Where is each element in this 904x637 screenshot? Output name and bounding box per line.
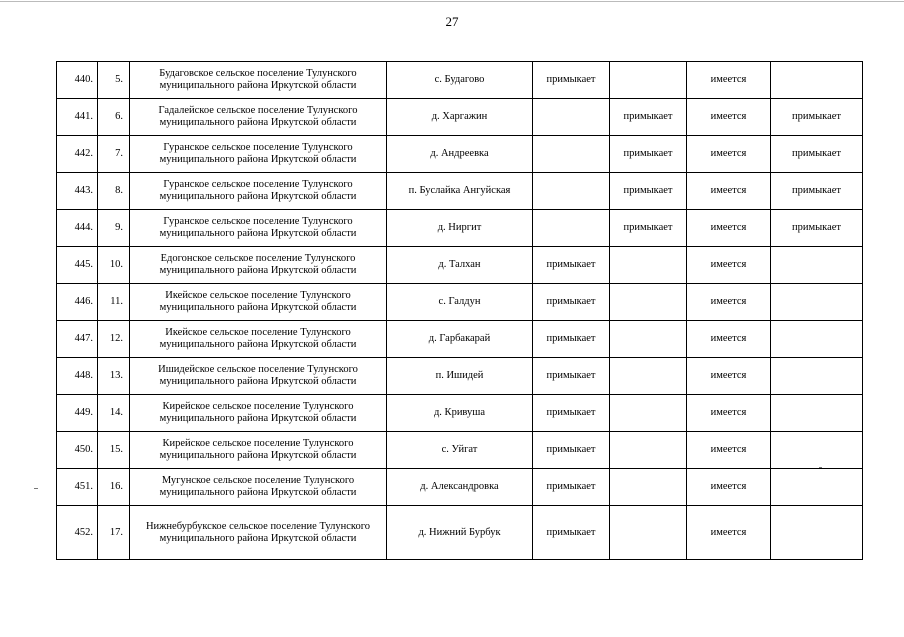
table-row bbox=[57, 321, 863, 358]
col-5-status: примыкает bbox=[533, 506, 610, 560]
col-5-status: примыкает bbox=[533, 358, 610, 395]
col-6-status bbox=[610, 358, 687, 395]
locality: д. Харгажин bbox=[387, 99, 533, 136]
col-5-status bbox=[533, 210, 610, 247]
col-6-status: примыкает bbox=[610, 210, 687, 247]
col-6-status: примыкает bbox=[610, 99, 687, 136]
settlement-name: Нижнебурбукское сельское поселение Тулунского муниципального района Иркутской области bbox=[130, 506, 387, 560]
scan-line-top bbox=[0, 1, 904, 2]
settlement-name: Будаговское сельское поселение Тулунского муниципального района Иркутской области bbox=[130, 62, 387, 99]
col-8-status bbox=[771, 358, 863, 395]
sub-number: 13. bbox=[98, 358, 130, 395]
row-number: 446. bbox=[57, 284, 98, 321]
col-6-status bbox=[610, 247, 687, 284]
sub-number: 15. bbox=[98, 432, 130, 469]
col-8-status: примыкает bbox=[771, 210, 863, 247]
settlement-name: Гадалейское сельское поселение Тулунского муниципального района Иркутской области bbox=[130, 99, 387, 136]
col-5-status: примыкает bbox=[533, 321, 610, 358]
locality: д. Кривуша bbox=[387, 395, 533, 432]
row-number: 449. bbox=[57, 395, 98, 432]
sub-number: 10. bbox=[98, 247, 130, 284]
row-number: 445. bbox=[57, 247, 98, 284]
locality: с. Галдун bbox=[387, 284, 533, 321]
settlement-name: Икейское сельское поселение Тулунского муниципального района Иркутской области bbox=[130, 284, 387, 321]
sub-number: 8. bbox=[98, 173, 130, 210]
scan-mark-left bbox=[34, 488, 38, 489]
page-number: 27 bbox=[445, 14, 459, 29]
row-number: 447. bbox=[57, 321, 98, 358]
col-8-status bbox=[771, 321, 863, 358]
row-number: 448. bbox=[57, 358, 98, 395]
col-7-status: имеется bbox=[687, 62, 771, 99]
locality: с. Уйгат bbox=[387, 432, 533, 469]
sub-number: 11. bbox=[98, 284, 130, 321]
col-8-status: примыкает bbox=[771, 173, 863, 210]
table-row bbox=[57, 173, 863, 210]
table-row bbox=[57, 247, 863, 284]
col-7-status: имеется bbox=[687, 136, 771, 173]
locality: д. Андреевка bbox=[387, 136, 533, 173]
table-row bbox=[57, 506, 863, 560]
row-number: 444. bbox=[57, 210, 98, 247]
row-number: 450. bbox=[57, 432, 98, 469]
col-5-status: примыкает bbox=[533, 395, 610, 432]
sub-number: 12. bbox=[98, 321, 130, 358]
row-number: 452. bbox=[57, 506, 98, 560]
settlement-name: Кирейское сельское поселение Тулунского муниципального района Иркутской области bbox=[130, 395, 387, 432]
col-7-status: имеется bbox=[687, 469, 771, 506]
settlement-name: Гуранское сельское поселение Тулунского муниципального района Иркутской области bbox=[130, 173, 387, 210]
col-7-status: имеется bbox=[687, 395, 771, 432]
col-7-status: имеется bbox=[687, 321, 771, 358]
col-8-status bbox=[771, 395, 863, 432]
col-6-status bbox=[610, 284, 687, 321]
scan-mark-right bbox=[819, 467, 822, 468]
col-8-status: примыкает bbox=[771, 99, 863, 136]
sub-number: 16. bbox=[98, 469, 130, 506]
row-number: 451. bbox=[57, 469, 98, 506]
row-number: 440. bbox=[57, 62, 98, 99]
col-7-status: имеется bbox=[687, 284, 771, 321]
col-7-status: имеется bbox=[687, 99, 771, 136]
sub-number: 6. bbox=[98, 99, 130, 136]
sub-number: 17. bbox=[98, 506, 130, 560]
row-number: 442. bbox=[57, 136, 98, 173]
locality: п. Буслайка Ангуйская bbox=[387, 173, 533, 210]
col-5-status bbox=[533, 99, 610, 136]
sub-number: 7. bbox=[98, 136, 130, 173]
table-body bbox=[57, 62, 863, 560]
sub-number: 5. bbox=[98, 62, 130, 99]
row-number: 441. bbox=[57, 99, 98, 136]
col-5-status bbox=[533, 173, 610, 210]
sub-number: 14. bbox=[98, 395, 130, 432]
locality: д. Гарбакарай bbox=[387, 321, 533, 358]
col-7-status: имеется bbox=[687, 173, 771, 210]
col-6-status bbox=[610, 62, 687, 99]
col-7-status: имеется bbox=[687, 506, 771, 560]
col-8-status bbox=[771, 432, 863, 469]
table-row bbox=[57, 358, 863, 395]
col-5-status bbox=[533, 136, 610, 173]
col-6-status: примыкает bbox=[610, 173, 687, 210]
col-7-status: имеется bbox=[687, 432, 771, 469]
col-8-status bbox=[771, 247, 863, 284]
table-row bbox=[57, 395, 863, 432]
col-8-status bbox=[771, 506, 863, 560]
col-5-status: примыкает bbox=[533, 62, 610, 99]
settlement-name: Ишидейское сельское поселение Тулунского муниципального района Иркутской области bbox=[130, 358, 387, 395]
settlements-table bbox=[56, 61, 863, 560]
table-row bbox=[57, 210, 863, 247]
table-row bbox=[57, 136, 863, 173]
row-number: 443. bbox=[57, 173, 98, 210]
settlement-name: Едогонское сельское поселение Тулунского муниципального района Иркутской области bbox=[130, 247, 387, 284]
col-7-status: имеется bbox=[687, 358, 771, 395]
settlement-name: Гуранское сельское поселение Тулунского муниципального района Иркутской области bbox=[130, 136, 387, 173]
col-5-status: примыкает bbox=[533, 469, 610, 506]
col-6-status bbox=[610, 469, 687, 506]
col-8-status bbox=[771, 62, 863, 99]
table-row bbox=[57, 99, 863, 136]
settlement-name: Мугунское сельское поселение Тулунского муниципального района Иркутской области bbox=[130, 469, 387, 506]
col-5-status: примыкает bbox=[533, 284, 610, 321]
col-5-status: примыкает bbox=[533, 432, 610, 469]
table-row bbox=[57, 469, 863, 506]
settlement-name: Гуранское сельское поселение Тулунского муниципального района Иркутской области bbox=[130, 210, 387, 247]
col-6-status bbox=[610, 395, 687, 432]
locality: с. Будагово bbox=[387, 62, 533, 99]
col-7-status: имеется bbox=[687, 247, 771, 284]
col-6-status: примыкает bbox=[610, 136, 687, 173]
settlement-name: Икейское сельское поселение Тулунского муниципального района Иркутской области bbox=[130, 321, 387, 358]
col-8-status: примыкает bbox=[771, 136, 863, 173]
locality: д. Талхан bbox=[387, 247, 533, 284]
locality: п. Ишидей bbox=[387, 358, 533, 395]
col-7-status: имеется bbox=[687, 210, 771, 247]
locality: д. Ниргит bbox=[387, 210, 533, 247]
sub-number: 9. bbox=[98, 210, 130, 247]
col-6-status bbox=[610, 321, 687, 358]
locality: д. Александровка bbox=[387, 469, 533, 506]
table-row bbox=[57, 62, 863, 99]
table-row bbox=[57, 432, 863, 469]
locality: д. Нижний Бурбук bbox=[387, 506, 533, 560]
col-6-status bbox=[610, 506, 687, 560]
settlement-name: Кирейское сельское поселение Тулунского муниципального района Иркутской области bbox=[130, 432, 387, 469]
col-8-status bbox=[771, 469, 863, 506]
col-8-status bbox=[771, 284, 863, 321]
col-5-status: примыкает bbox=[533, 247, 610, 284]
table-row bbox=[57, 284, 863, 321]
col-6-status bbox=[610, 432, 687, 469]
